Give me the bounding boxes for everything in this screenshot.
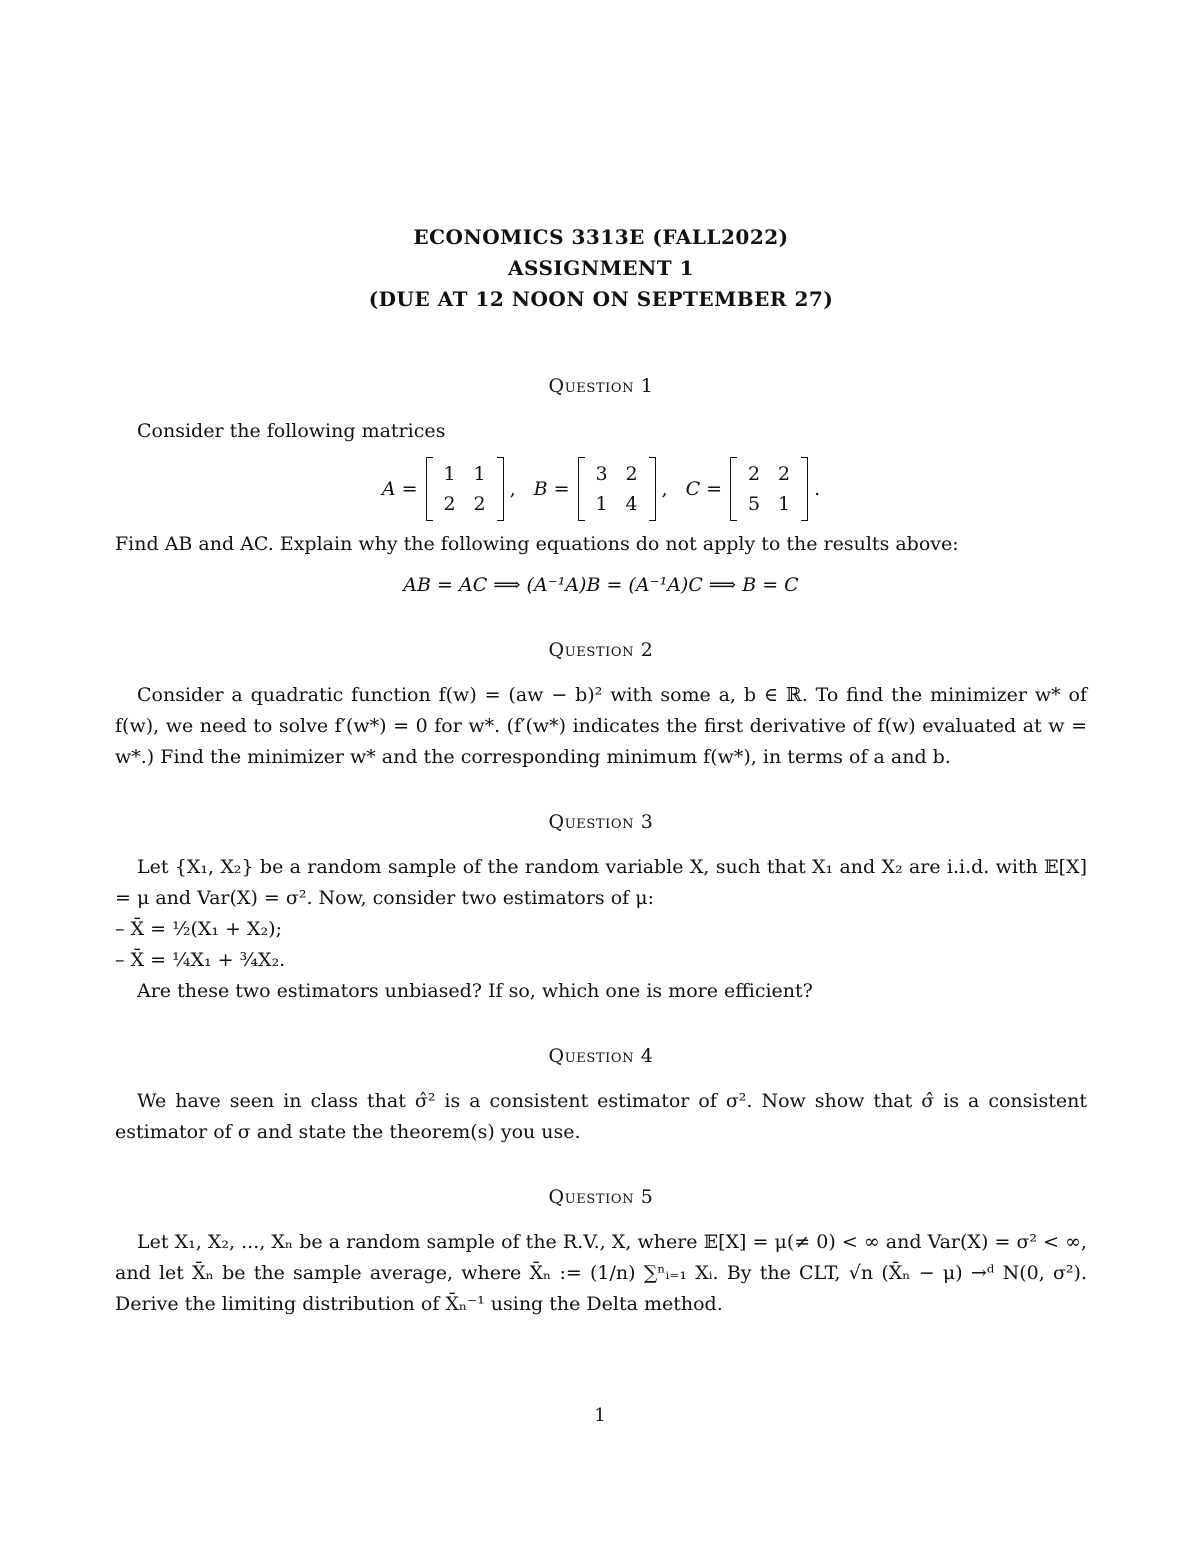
matrix-c: [686, 457, 821, 521]
matrix-cell: 1: [473, 463, 486, 485]
matrix-cell: 5: [748, 493, 761, 515]
due-date: (DUE AT 12 NOON ON SEPTEMBER 27): [368, 287, 834, 311]
matrix-cell: 2: [625, 463, 638, 485]
assignment-page: [115, 222, 1087, 1320]
matrix-cell: 1: [443, 463, 456, 485]
question-3-question: Are these two estimators unbiased? If so, which one is more efficient?: [137, 980, 813, 1002]
question-3-estimator-2: – X̄ = ¼X₁ + ¾X₂.: [115, 949, 286, 971]
assignment-title: ASSIGNMENT 1: [507, 256, 695, 280]
matrix-punct: .: [814, 477, 821, 500]
question-3-heading: Question 3: [548, 811, 654, 833]
question-1-equation: AB = AC ⟹ (A⁻¹A)B = (A⁻¹A)C ⟹ B = C: [403, 574, 799, 596]
matrix-cell: 2: [778, 463, 791, 485]
question-2-heading: Question 2: [548, 639, 654, 661]
matrix-cell: 1: [595, 493, 608, 515]
question-1-heading: Question 1: [548, 375, 654, 397]
matrix-b-label: B =: [533, 477, 570, 500]
matrix-punct: ,: [661, 477, 668, 500]
question-1-task: Find AB and AC. Explain why the following equations do not apply to the results above:: [115, 533, 959, 555]
question-5-text: Let X₁, X₂, ..., Xₙ be a random sample of the R.V., X, where 𝔼[X] = μ(≠ 0) < ∞ and Var(X) = σ² < ∞, and let X̄ₙ be the sample average, where X̄ₙ := (1/n) ∑ⁿᵢ₌₁ Xᵢ. By the CLT, √n (X̄ₙ − μ) →ᵈ N(0, σ²). Derive the limiting distribution of X̄ₙ⁻¹ using the Delta method.: [115, 1231, 1087, 1315]
question-2-text: Consider a quadratic function f(w) = (aw − b)² with some a, b ∈ ℝ. To find the minimizer w* of f(w), we need to solve f′(w*) = 0 for w*. (f′(w*) indicates the first derivative of f(w) evaluated at w = w*.) Find the minimizer w* and the corresponding minimum f(w*), in terms of a and b.: [115, 684, 1087, 768]
matrix-c-label: C =: [685, 477, 723, 500]
matrix-row: [115, 457, 1087, 521]
matrix-cell: 4: [625, 493, 638, 515]
matrix-cell: 2: [748, 463, 761, 485]
matrix-a: [382, 457, 516, 521]
question-3-intro: Let {X₁, X₂} be a random sample of the random variable X, such that X₁ and X₂ are i.i.d. with 𝔼[X] = μ and Var(X) = σ². Now, consider two estimators of μ:: [115, 856, 1087, 909]
course-title: ECONOMICS 3313E (FALL2022): [413, 225, 789, 249]
matrix-a-label: A =: [381, 477, 418, 500]
page-number: 1: [594, 1405, 606, 1426]
matrix-b: [534, 457, 668, 521]
question-4-heading: Question 4: [548, 1045, 654, 1067]
matrix-cell: 2: [443, 493, 456, 515]
matrix-cell: 1: [778, 493, 791, 515]
question-1-intro: Consider the following matrices: [137, 420, 446, 442]
matrix-punct: ,: [509, 477, 516, 500]
question-4-text: We have seen in class that σ̂² is a consistent estimator of σ². Now show that σ̂ is a consistent estimator of σ and state the theorem(s) you use.: [115, 1090, 1087, 1143]
matrix-cell: 2: [473, 493, 486, 515]
matrix-cell: 3: [595, 463, 608, 485]
question-3-estimator-1: – X̄ = ½(X₁ + X₂);: [115, 918, 282, 940]
question-5-heading: Question 5: [548, 1186, 654, 1208]
